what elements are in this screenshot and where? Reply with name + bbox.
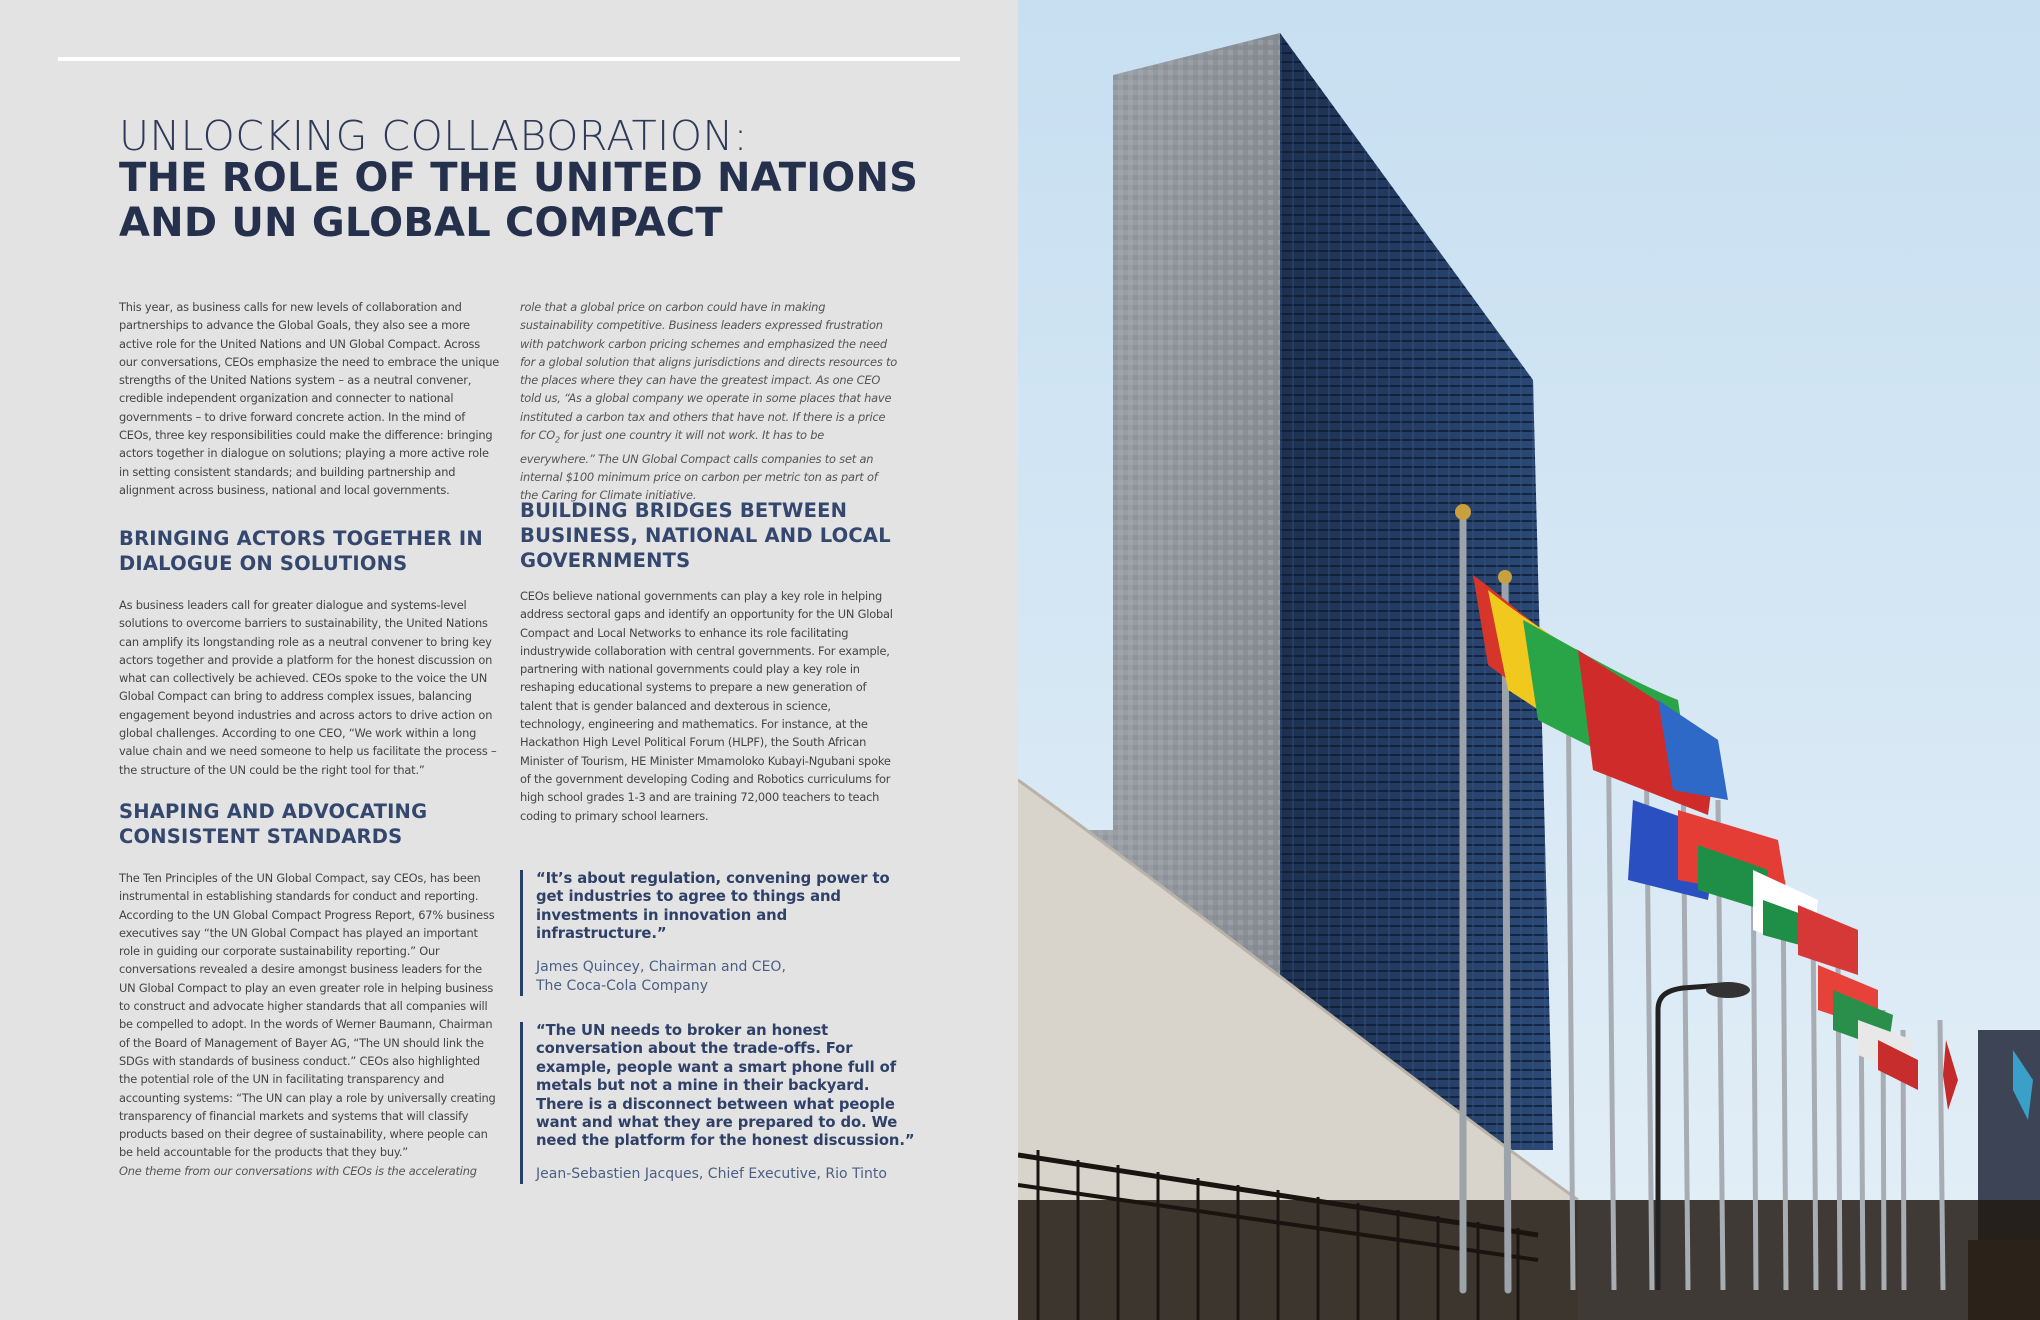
section3-heading-line3: GOVERNMENTS	[520, 549, 691, 572]
intro-paragraph: This year, as business calls for new levels of collaboration and partnerships to advance the Global Goals, they also see a more active role for the United Nations and UN Global Compact. Across our conversations, CEOs emphasize the need to embrace the unique strengths of the United Nations system – as a neutral convener, credible independent organization and connecter to national governments – to drive forward concrete action. In the mind of CEOs, three key responsibilities could make the difference: bringing actors together in dialogue on solutions; playing a more active role in setting consistent standards; and building partnership and alignment across business, national and local governments.	[119, 300, 500, 497]
section3-heading	[520, 498, 898, 573]
quote1-text: “It’s about regulation, convening power to get industries to agree to things and investments in innovation and infrastructure.”	[536, 870, 890, 943]
pull-quote-1	[520, 870, 916, 996]
page-title	[119, 156, 918, 246]
section3-heading-line1: BUILDING BRIDGES BETWEEN	[520, 499, 848, 522]
quote2-text: “The UN needs to broker an honest conversation about the trade-offs. For example, people want a smart phone full of metals but not a mine in their backyard. There is a disconnect between what people want and what they are prepared to do. We need the platform for the honest discussion.”	[536, 1022, 915, 1150]
title-kicker: UNLOCKING COLLABORATION:	[119, 112, 748, 160]
section2-heading-line2: CONSISTENT STANDARDS	[119, 825, 403, 848]
pull-quote-2	[520, 1022, 916, 1184]
section2-body	[119, 869, 501, 1180]
section2-heading-line1: SHAPING AND ADVOCATING	[119, 800, 428, 823]
top-divider	[58, 57, 960, 61]
un-headquarters-photo	[1018, 0, 2040, 1320]
quote1-attribution-line1: James Quincey, Chairman and CEO,	[536, 958, 786, 975]
quote2-attribution: Jean-Sebastien Jacques, Chief Executive, Rio Tinto	[536, 1165, 887, 1182]
quote1-attribution-line2: The Coca-Cola Company	[536, 977, 709, 994]
section3-body: CEOs believe national governments can play a key role in helping address sectoral gaps and identify an opportunity for the UN Global Compact and Local Networks to enhance its role facilitating industrywide collaboration with central governments. For example, partnering with national governments could play a key role in reshaping educational systems to prepare a new generation of talent that is gender balanced and dexterous in science, technology, engineering and mathematics. For instance, at the Hackathon High Level Political Forum (HLPF), the South African Minister of Tourism, HE Minister Mmamoloko Kubayi-Ngubani spoke of the government developing Coding and Robotics curriculums for high school grades 1-3 and are training 72,000 teachers to teach coding to primary school learners.	[520, 589, 893, 823]
section2-italic-tail: One theme from our conversations with CEOs is the accelerating	[119, 1163, 477, 1178]
carbon-text-part1: role that a global price on carbon could have in making sustainability competitive. Business leaders expressed frustration with patchwork carbon pricing schemes and emphasized the need for a global solution that aligns jurisdictions and directs resources to the places where they can have the greatest impact. As one CEO told us, “As a global company we operate in some places that have instituted a carbon tax and others that have not. If there is a price for CO	[520, 300, 898, 443]
section1-heading-line2: DIALOGUE ON SOLUTIONS	[119, 552, 408, 575]
text-page	[0, 0, 1018, 1320]
section2-heading	[119, 799, 501, 849]
co2-subscript: 2	[555, 435, 560, 445]
section1-body: As business leaders call for greater dialogue and systems-level solutions to overcome barriers to sustainability, the United Nations can amplify its longstanding role as a neutral convener to bring key actors together and provide a platform for the honest discussion on what can collectively be achieved. CEOs spoke to the voice the UN Global Compact can bring to address complex issues, balancing engagement beyond industries and across actors to drive action on global challenges. According to one CEO, “We work within a long value chain and we need someone to help us facilitate the process – the structure of the UN could be the right tool for that.”	[119, 598, 497, 777]
section1-heading-line1: BRINGING ACTORS TOGETHER IN	[119, 527, 483, 550]
carbon-text-part2: for just one country it will not work. It has to be everywhere.” The UN Global Compact calls companies to set an internal $100 minimum price on carbon per metric ton as part of the Caring for Climate initiative.	[520, 428, 878, 503]
section2-body-text: The Ten Principles of the UN Global Compact, say CEOs, has been instrumental in establishing standards for conduct and reporting. According to the UN Global Compact Progress Report, 67% business executives say “the UN Global Compact has played an important role in guiding our corporate sustainability reporting.” Our conversations revealed a desire amongst business leaders for the UN Global Compact to play an even greater role in helping business to construct and advocate higher standards that all companies will be compelled to adopt. In the words of Werner Baumann, Chairman of the Board of Management of Bayer AG, “The UN should link the SDGs with standards of business conduct.” CEOs also highlighted the potential role of the UN in facilitating transparency and accounting systems: “The UN can play a role by universally creating transparency of financial markets and systems that will classify products based on their degree of sustainability, where people can be held accountable for the products that they buy.”	[119, 871, 496, 1160]
section3-heading-line2: BUSINESS, NATIONAL AND LOCAL	[520, 524, 891, 547]
carbon-paragraph	[520, 298, 898, 505]
title-line-2: THE ROLE OF THE UNITED NATIONS	[119, 155, 919, 201]
section1-heading	[119, 526, 501, 576]
quote1-attribution	[536, 958, 916, 996]
title-line-3: AND UN GLOBAL COMPACT	[119, 200, 723, 246]
